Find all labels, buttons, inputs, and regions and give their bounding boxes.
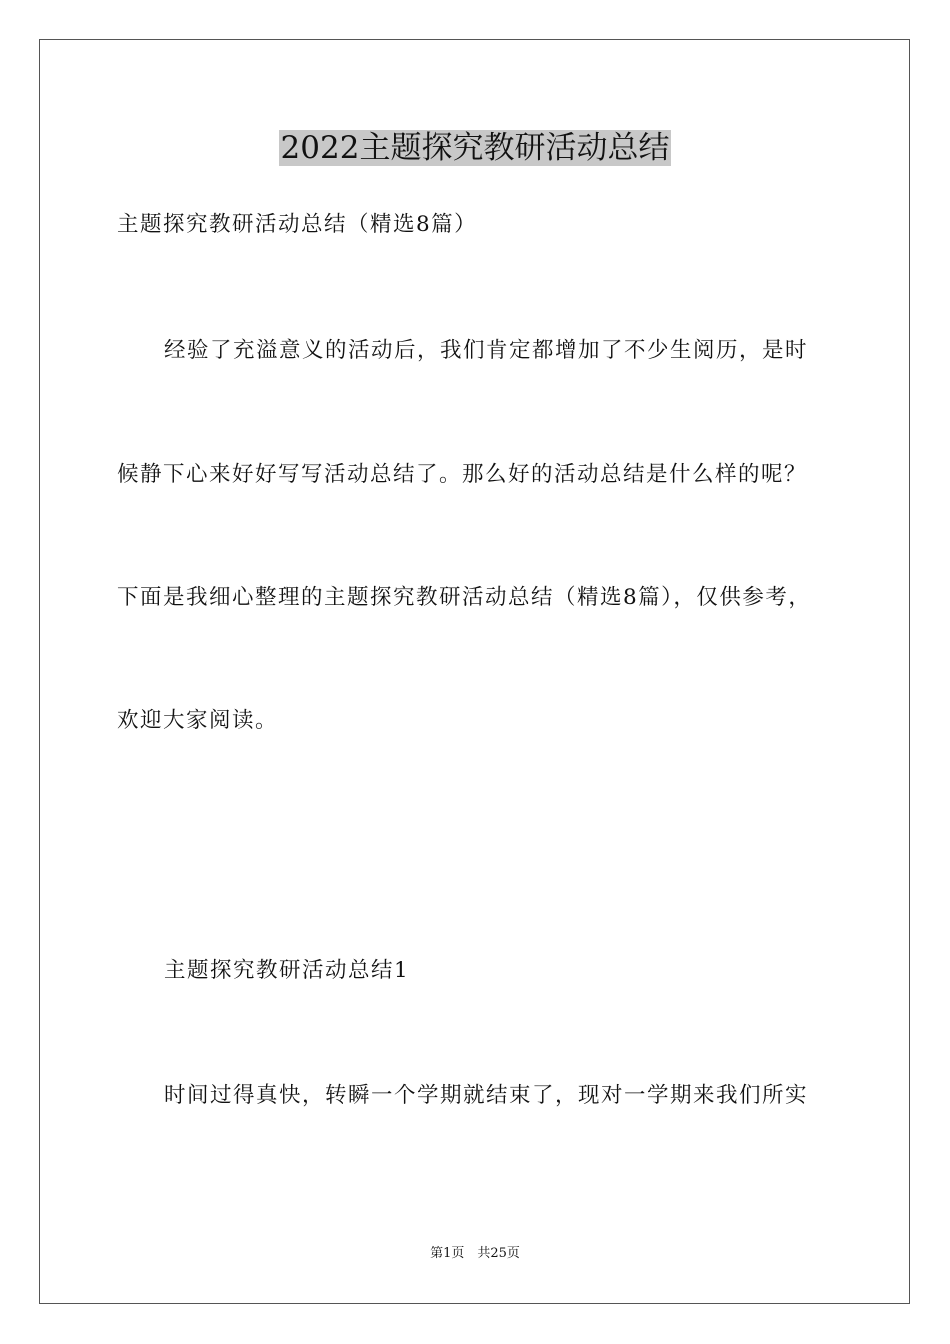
intro-line-4: 欢迎大家阅读。 (117, 708, 279, 733)
section-line-1: 时间过得真快，转瞬一个学期就结束了，现对一学期来我们所实 (164, 1083, 809, 1108)
section-heading: 主题探究教研活动总结1 (164, 958, 410, 983)
intro-line-1: 经验了充溢意义的活动后，我们肯定都增加了不少生阅历，是时 (164, 338, 809, 363)
page-number-footer: 第1页 共25页 (430, 1246, 520, 1261)
document-subtitle: 主题探究教研活动总结（精选8篇） (117, 212, 478, 237)
intro-line-3: 下面是我细心整理的主题探究教研活动总结（精选8篇），仅供参考， (117, 585, 812, 610)
document-title-text: 2022主题探究教研活动总结 (280, 130, 670, 166)
intro-line-2: 候静下心来好好写写活动总结了。那么好的活动总结是什么样的呢？ (117, 462, 808, 487)
document-title (0, 128, 950, 168)
